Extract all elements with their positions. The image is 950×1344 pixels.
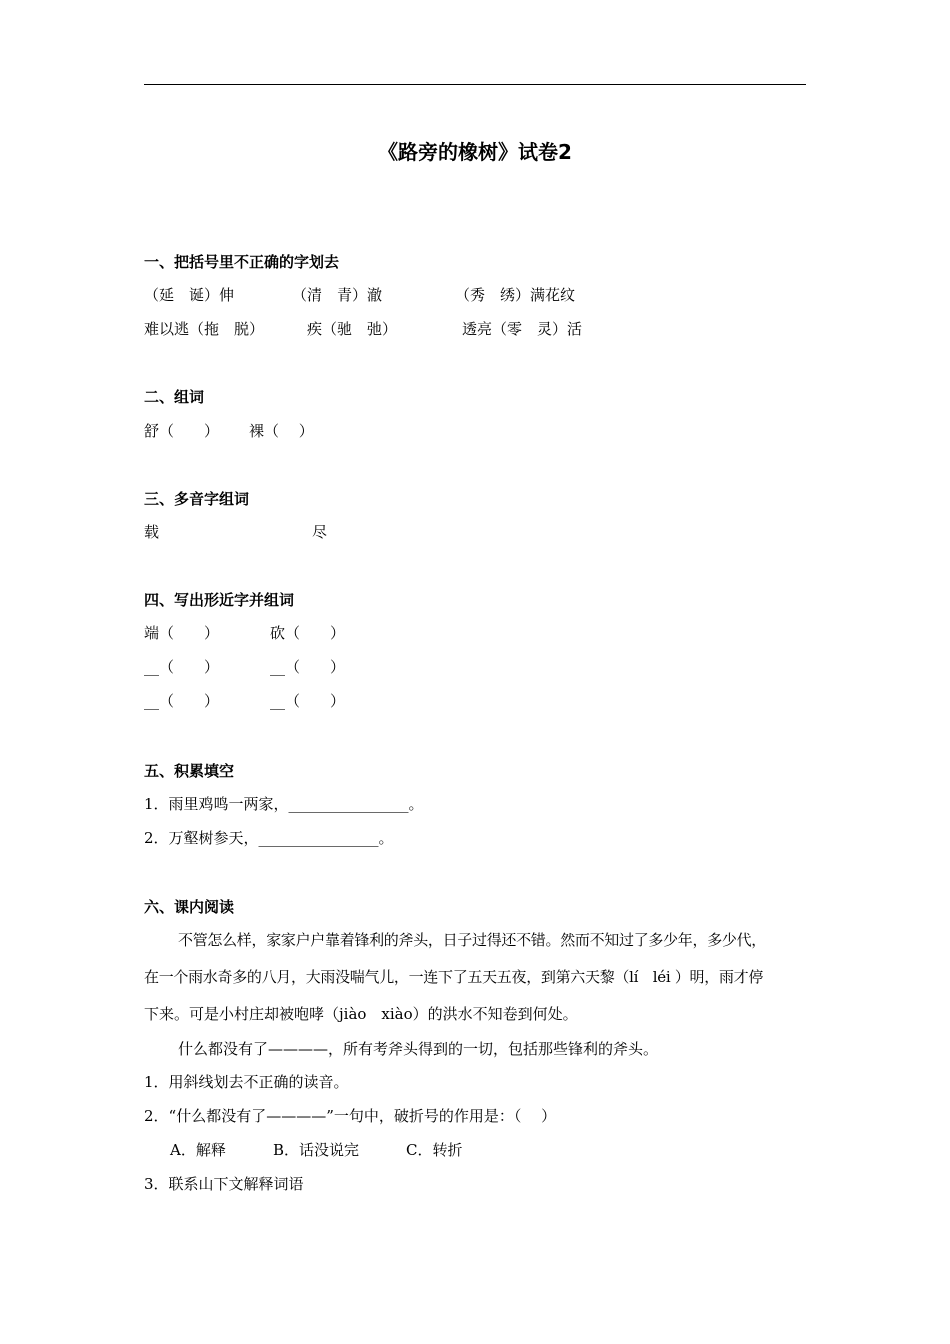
header-rule bbox=[144, 84, 806, 85]
reading-paragraph-line: 什么都没有了————，所有考斧头得到的一切，包括那些锋利的斧头。 bbox=[178, 1040, 659, 1058]
s1-item: 透亮（零 灵）活 bbox=[462, 320, 583, 338]
section-1-heading: 一、把括号里不正确的字划去 bbox=[144, 253, 340, 271]
s3-item: 载 bbox=[144, 523, 160, 541]
s1-item: （秀 绣）满花纹 bbox=[455, 286, 576, 304]
section-4-heading: 四、写出形近字并组词 bbox=[144, 591, 295, 609]
section-6-heading: 六、课内阅读 bbox=[144, 898, 235, 916]
page-title: 《路旁的橡树》试卷2 bbox=[378, 140, 572, 164]
option-a: A．解释 bbox=[170, 1141, 226, 1159]
s1-item: （清 青）澈 bbox=[292, 286, 383, 304]
s5-question-1: 1．雨里鸡鸣一两家，________________。 bbox=[144, 795, 424, 813]
option-c: C．转折 bbox=[406, 1141, 463, 1159]
reading-paragraph-line: 在一个雨水奇多的八月，大雨没喘气儿，一连下了五天五夜，到第六天黎（lí léi ）明，雨才停 bbox=[144, 968, 764, 986]
s4-item: 端（ ） bbox=[144, 624, 220, 642]
s6-question-2: 2．“什么都没有了————”一句中，破折号的作用是：（ ） bbox=[144, 1107, 557, 1125]
s2-item: 舒（ ） bbox=[144, 422, 220, 440]
s4-item: __（ ） bbox=[270, 658, 346, 676]
s4-item: __（ ） bbox=[144, 692, 220, 710]
s4-item: __（ ） bbox=[144, 658, 220, 676]
option-b: B．话没说完 bbox=[273, 1141, 360, 1159]
s4-item: __（ ） bbox=[270, 692, 346, 710]
section-2-heading: 二、组词 bbox=[144, 388, 205, 406]
s6-question-3: 3．联系山下文解释词语 bbox=[144, 1175, 304, 1193]
s1-item: 疾（驰 弛） bbox=[307, 320, 398, 338]
reading-paragraph-line: 不管怎么样，家家户户靠着锋利的斧头，日子过得还不错。然而不知过了多少年，多少代， bbox=[178, 931, 767, 949]
s1-item: （延 诞）伸 bbox=[144, 286, 235, 304]
s2-item: 裸（ ） bbox=[249, 422, 314, 440]
section-3-heading: 三、多音字组词 bbox=[144, 490, 250, 508]
section-5-heading: 五、积累填空 bbox=[144, 762, 235, 780]
s6-question-1: 1．用斜线划去不正确的读音。 bbox=[144, 1073, 349, 1091]
reading-paragraph-line: 下来。可是小村庄却被咆哮（jiào xiào）的洪水不知卷到何处。 bbox=[144, 1005, 578, 1023]
s5-question-2: 2．万壑树参天，________________。 bbox=[144, 829, 394, 847]
s4-item: 砍（ ） bbox=[270, 624, 346, 642]
s1-item: 难以逃（拖 脱） bbox=[144, 320, 265, 338]
s3-item: 尽 bbox=[312, 523, 328, 541]
